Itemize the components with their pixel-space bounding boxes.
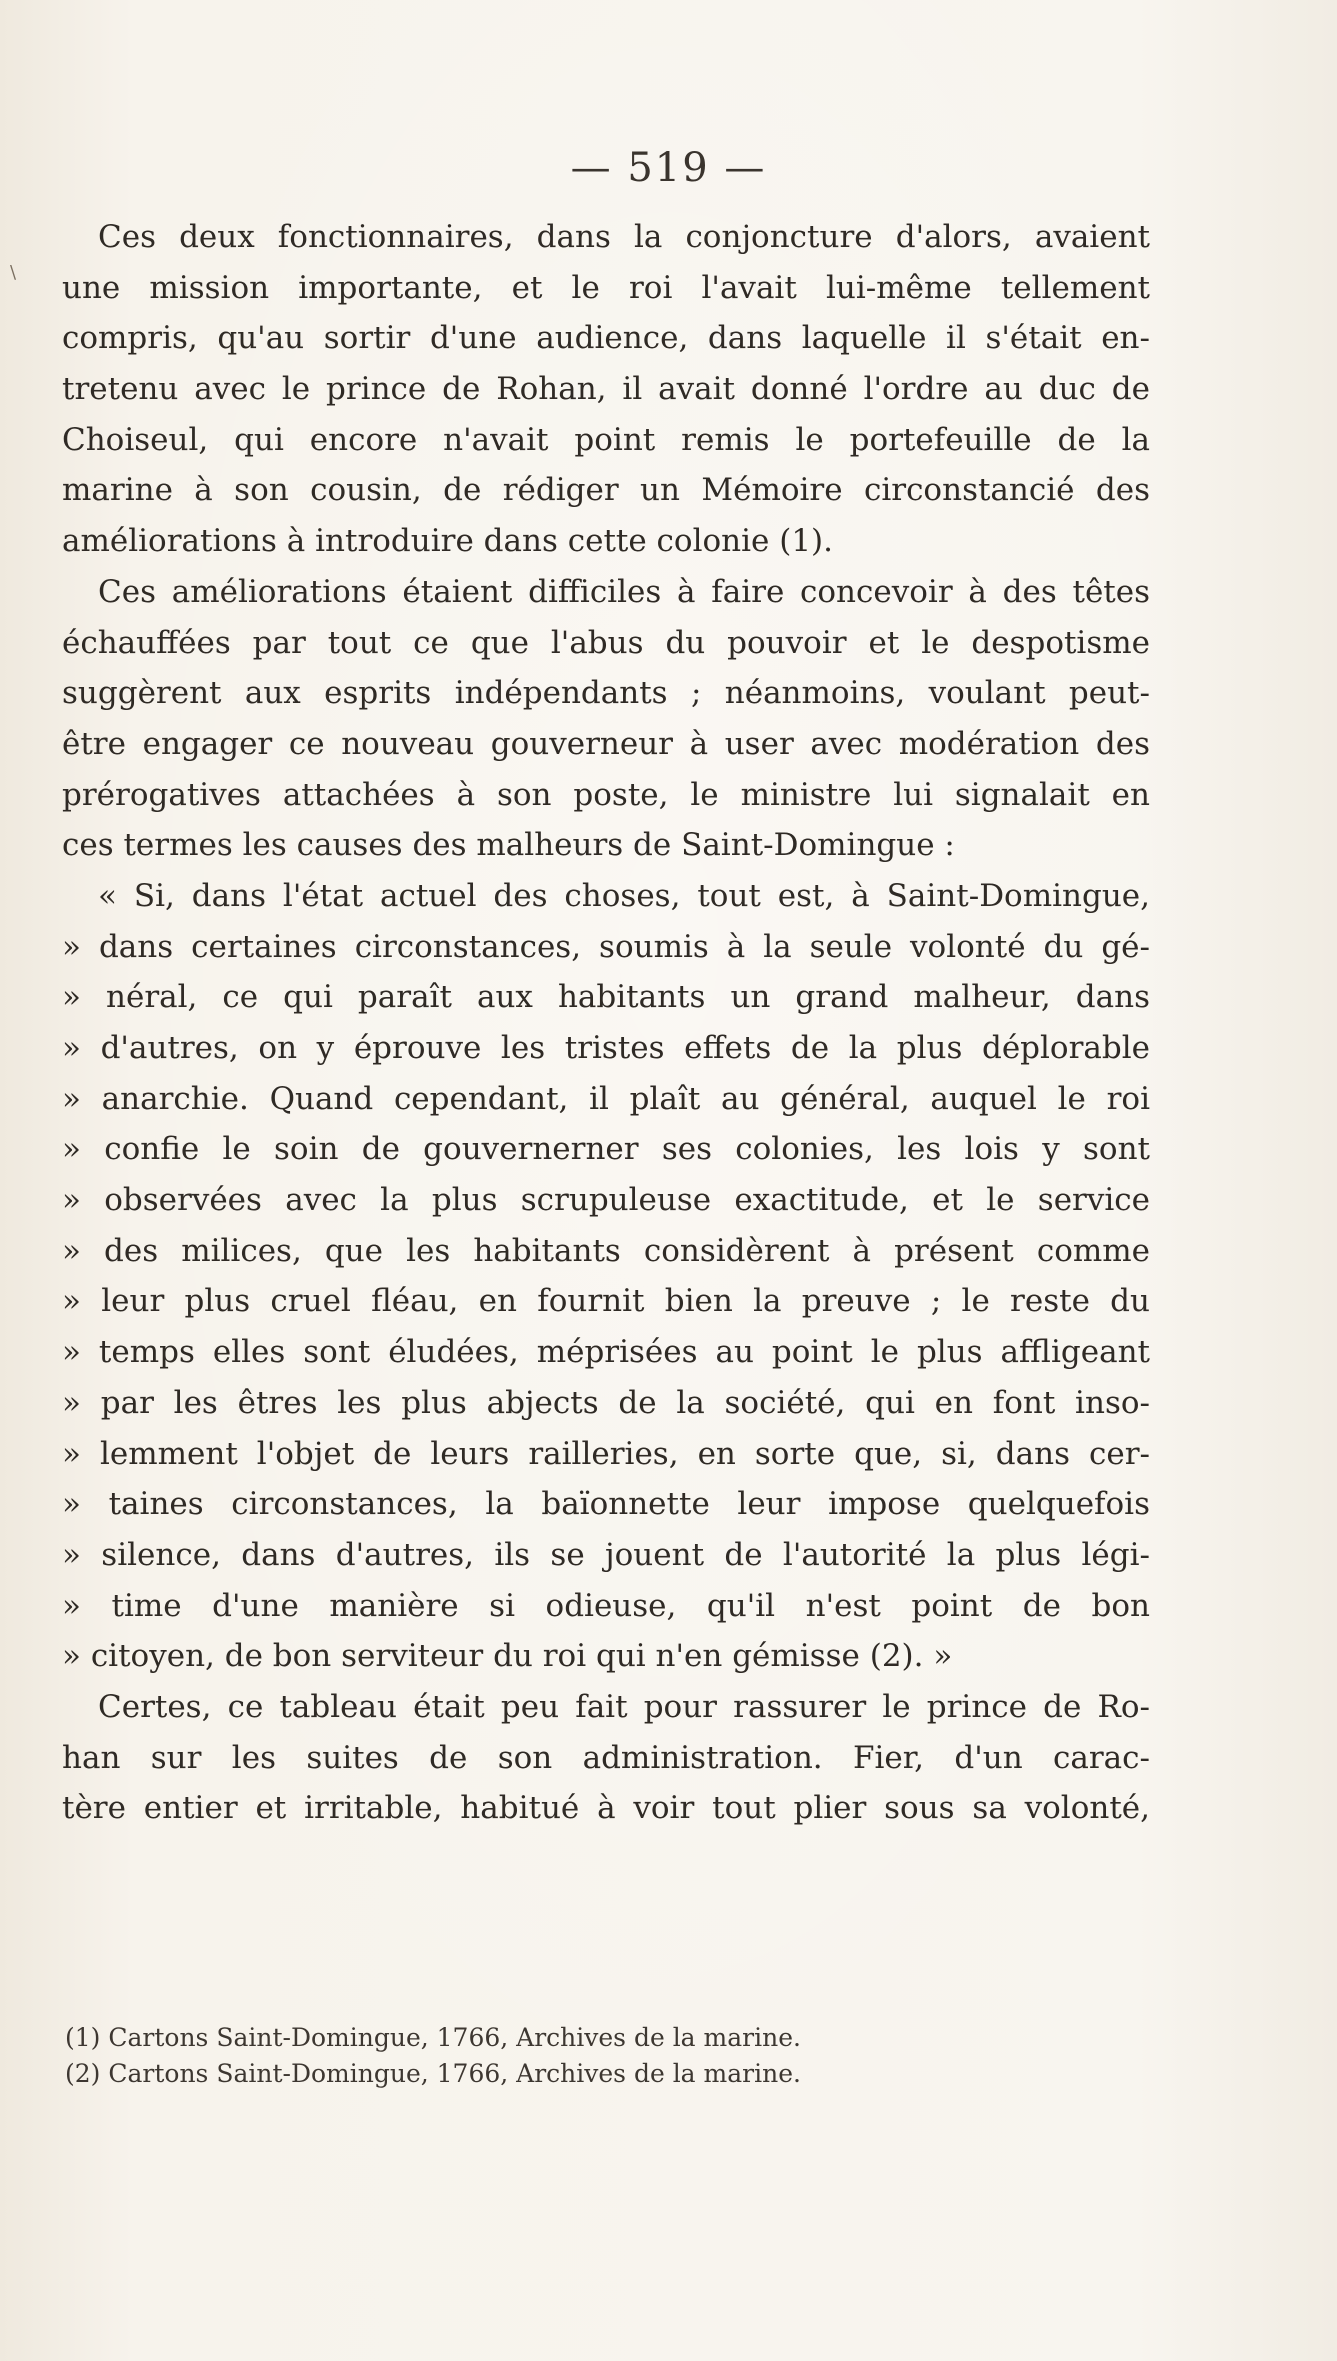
text-line: » citoyen, de bon serviteur du roi qui n'en gémisse (2). » — [62, 1638, 953, 1675]
text-line: compris, qu'au sortir d'une audience, dans laquelle il s'était en- — [62, 320, 1150, 357]
text-line: » d'autres, on y éprouve les tristes effets de la plus déplorable — [62, 1030, 1150, 1066]
page-number: — 519 — — [570, 145, 767, 191]
text-line: tretenu avec le prince de Rohan, il avait donné l'ordre au duc de — [62, 371, 1150, 408]
text-line: » observées avec la plus scrupuleuse exactitude, et le service — [62, 1182, 1150, 1219]
text-line: » silence, dans d'autres, ils se jouent de l'autorité la plus légi- — [62, 1536, 1150, 1573]
footnote: (2) Cartons Saint-Domingue, 1766, Archives de la marine. — [65, 2059, 801, 2088]
text-line: » anarchie. Quand cependant, il plaît au général, auquel le roi — [62, 1080, 1150, 1117]
text-line: améliorations à introduire dans cette colonie (1). — [62, 523, 834, 560]
margin-mark: \ — [10, 262, 17, 283]
text-line: échauffées par tout ce que l'abus du pouvoir et le despotisme — [62, 624, 1150, 661]
text-line: Certes, ce tableau était peu fait pour rassurer le prince de Ro- — [98, 1688, 1150, 1725]
text-line: » taines circonstances, la baïonnette leur impose quelquefois — [62, 1486, 1150, 1523]
text-line: marine à son cousin, de rédiger un Mémoire circonstancié des — [62, 472, 1150, 509]
text-line: ces termes les causes des malheurs de Saint-Domingue : — [62, 827, 955, 864]
footnotes — [65, 2020, 1065, 2092]
body-text — [62, 212, 1150, 1834]
text-line: » dans certaines circonstances, soumis à la seule volonté du gé- — [62, 928, 1150, 965]
text-line: « Si, dans l'état actuel des choses, tout est, à Saint-Domingue, — [98, 877, 1150, 914]
text-line: suggèrent aux esprits indépendants ; néanmoins, voulant peut- — [62, 675, 1150, 712]
text-line: » leur plus cruel fléau, en fournit bien la preuve ; le reste du — [62, 1283, 1150, 1320]
text-line: tère entier et irritable, habitué à voir tout plier sous sa volonté, — [62, 1790, 1150, 1827]
text-line: » des milices, que les habitants considèrent à présent comme — [62, 1232, 1150, 1269]
text-line: être engager ce nouveau gouverneur à user avec modération des — [62, 725, 1150, 762]
text-line: » time d'une manière si odieuse, qu'il n'est point de bon — [62, 1587, 1150, 1624]
text-line: une mission importante, et le roi l'avait lui-même tellement — [62, 269, 1150, 306]
text-line: prérogatives attachées à son poste, le ministre lui signalait en — [62, 776, 1150, 813]
text-line: Choiseul, qui encore n'avait point remis le portefeuille de la — [62, 421, 1150, 458]
text-line: » par les êtres les plus abjects de la société, qui en font inso- — [62, 1384, 1150, 1421]
text-line: » lemment l'objet de leurs railleries, en sorte que, si, dans cer- — [62, 1435, 1150, 1472]
text-line: » confie le soin de gouvernerner ses colonies, les lois y sont — [62, 1131, 1150, 1168]
text-line: » néral, ce qui paraît aux habitants un grand malheur, dans — [62, 979, 1150, 1016]
text-line: han sur les suites de son administration. Fier, d'un carac- — [62, 1739, 1150, 1776]
footnote: (1) Cartons Saint-Domingue, 1766, Archives de la marine. — [65, 2023, 801, 2052]
text-line: Ces deux fonctionnaires, dans la conjoncture d'alors, avaient — [98, 219, 1150, 255]
text-line: » temps elles sont éludées, méprisées au point le plus affligeant — [62, 1334, 1150, 1371]
text-line: Ces améliorations étaient difficiles à faire concevoir à des têtes — [98, 573, 1150, 610]
